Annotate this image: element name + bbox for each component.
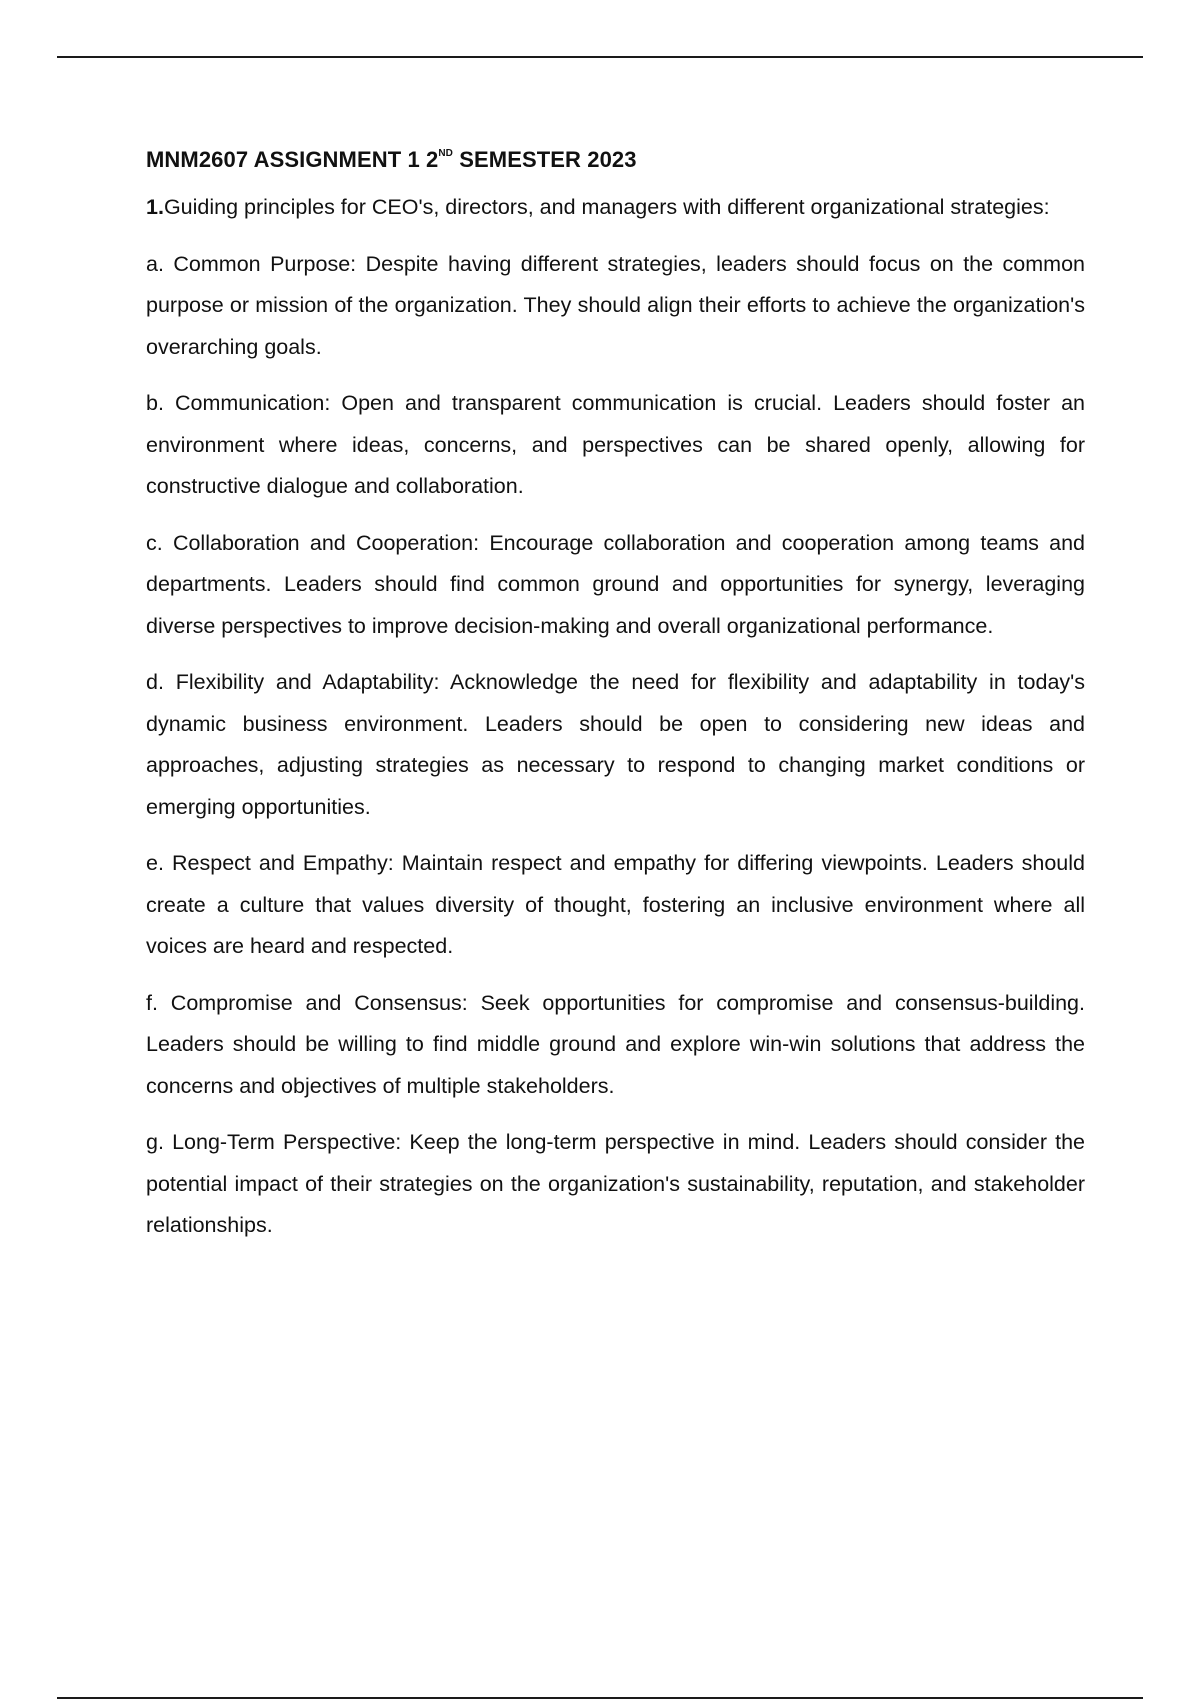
- principle-g: g. Long-Term Perspective: Keep the long-term perspective in mind. Leaders should consider the potential impact of their strategies on the organization's sustainability, reputation, and stakeholder relationships.: [146, 1130, 1085, 1237]
- document-body: [146, 144, 1085, 1262]
- question-1: [146, 187, 1085, 229]
- principle-f: f. Compromise and Consensus: Seek opportunities for compromise and consensus-building. Leaders should be willing to find middle ground and explore win-win solutions that address the concerns and objectives of multiple stakeholders.: [146, 990, 1085, 1098]
- document-title: [146, 144, 1085, 176]
- principle-e: e. Respect and Empathy: Maintain respect and empathy for differing viewpoints. Leaders should create a culture that values diversity of thought, fostering an inclusive environment where all voices are heard and respected.: [146, 851, 1085, 958]
- title-suffix: SEMESTER 2023: [453, 147, 637, 172]
- question-text: Guiding principles for CEO's, directors, and managers with different organizational strategies:: [163, 195, 1050, 219]
- top-rule: [57, 56, 1143, 58]
- bottom-rule: [57, 1697, 1143, 1699]
- principle-d: d. Flexibility and Adaptability: Acknowledge the need for flexibility and adaptability in today's dynamic business environment. Leaders should be open to considering new ideas and approaches, adjusting strategies as necessary to respond to changing market conditions or emerging opportunities.: [146, 670, 1085, 819]
- principle-b: b. Communication: Open and transparent communication is crucial. Leaders should foster an environment where ideas, concerns, and perspectives can be shared openly, allowing for constructive dialogue and collaboration.: [146, 391, 1085, 498]
- principle-c: c. Collaboration and Cooperation: Encourage collaboration and cooperation among teams and departments. Leaders should find common ground and opportunities for synergy, leveraging diverse perspectives to improve decision-making and overall organizational performance.: [146, 530, 1085, 638]
- title-superscript: ND: [438, 147, 454, 159]
- question-number: 1.: [146, 195, 164, 219]
- title-prefix: MNM2607 ASSIGNMENT 1 2: [146, 147, 439, 172]
- principle-a: a. Common Purpose: Despite having different strategies, leaders should focus on the common purpose or mission of the organization. They should align their efforts to achieve the organization's overarching goals.: [146, 251, 1085, 359]
